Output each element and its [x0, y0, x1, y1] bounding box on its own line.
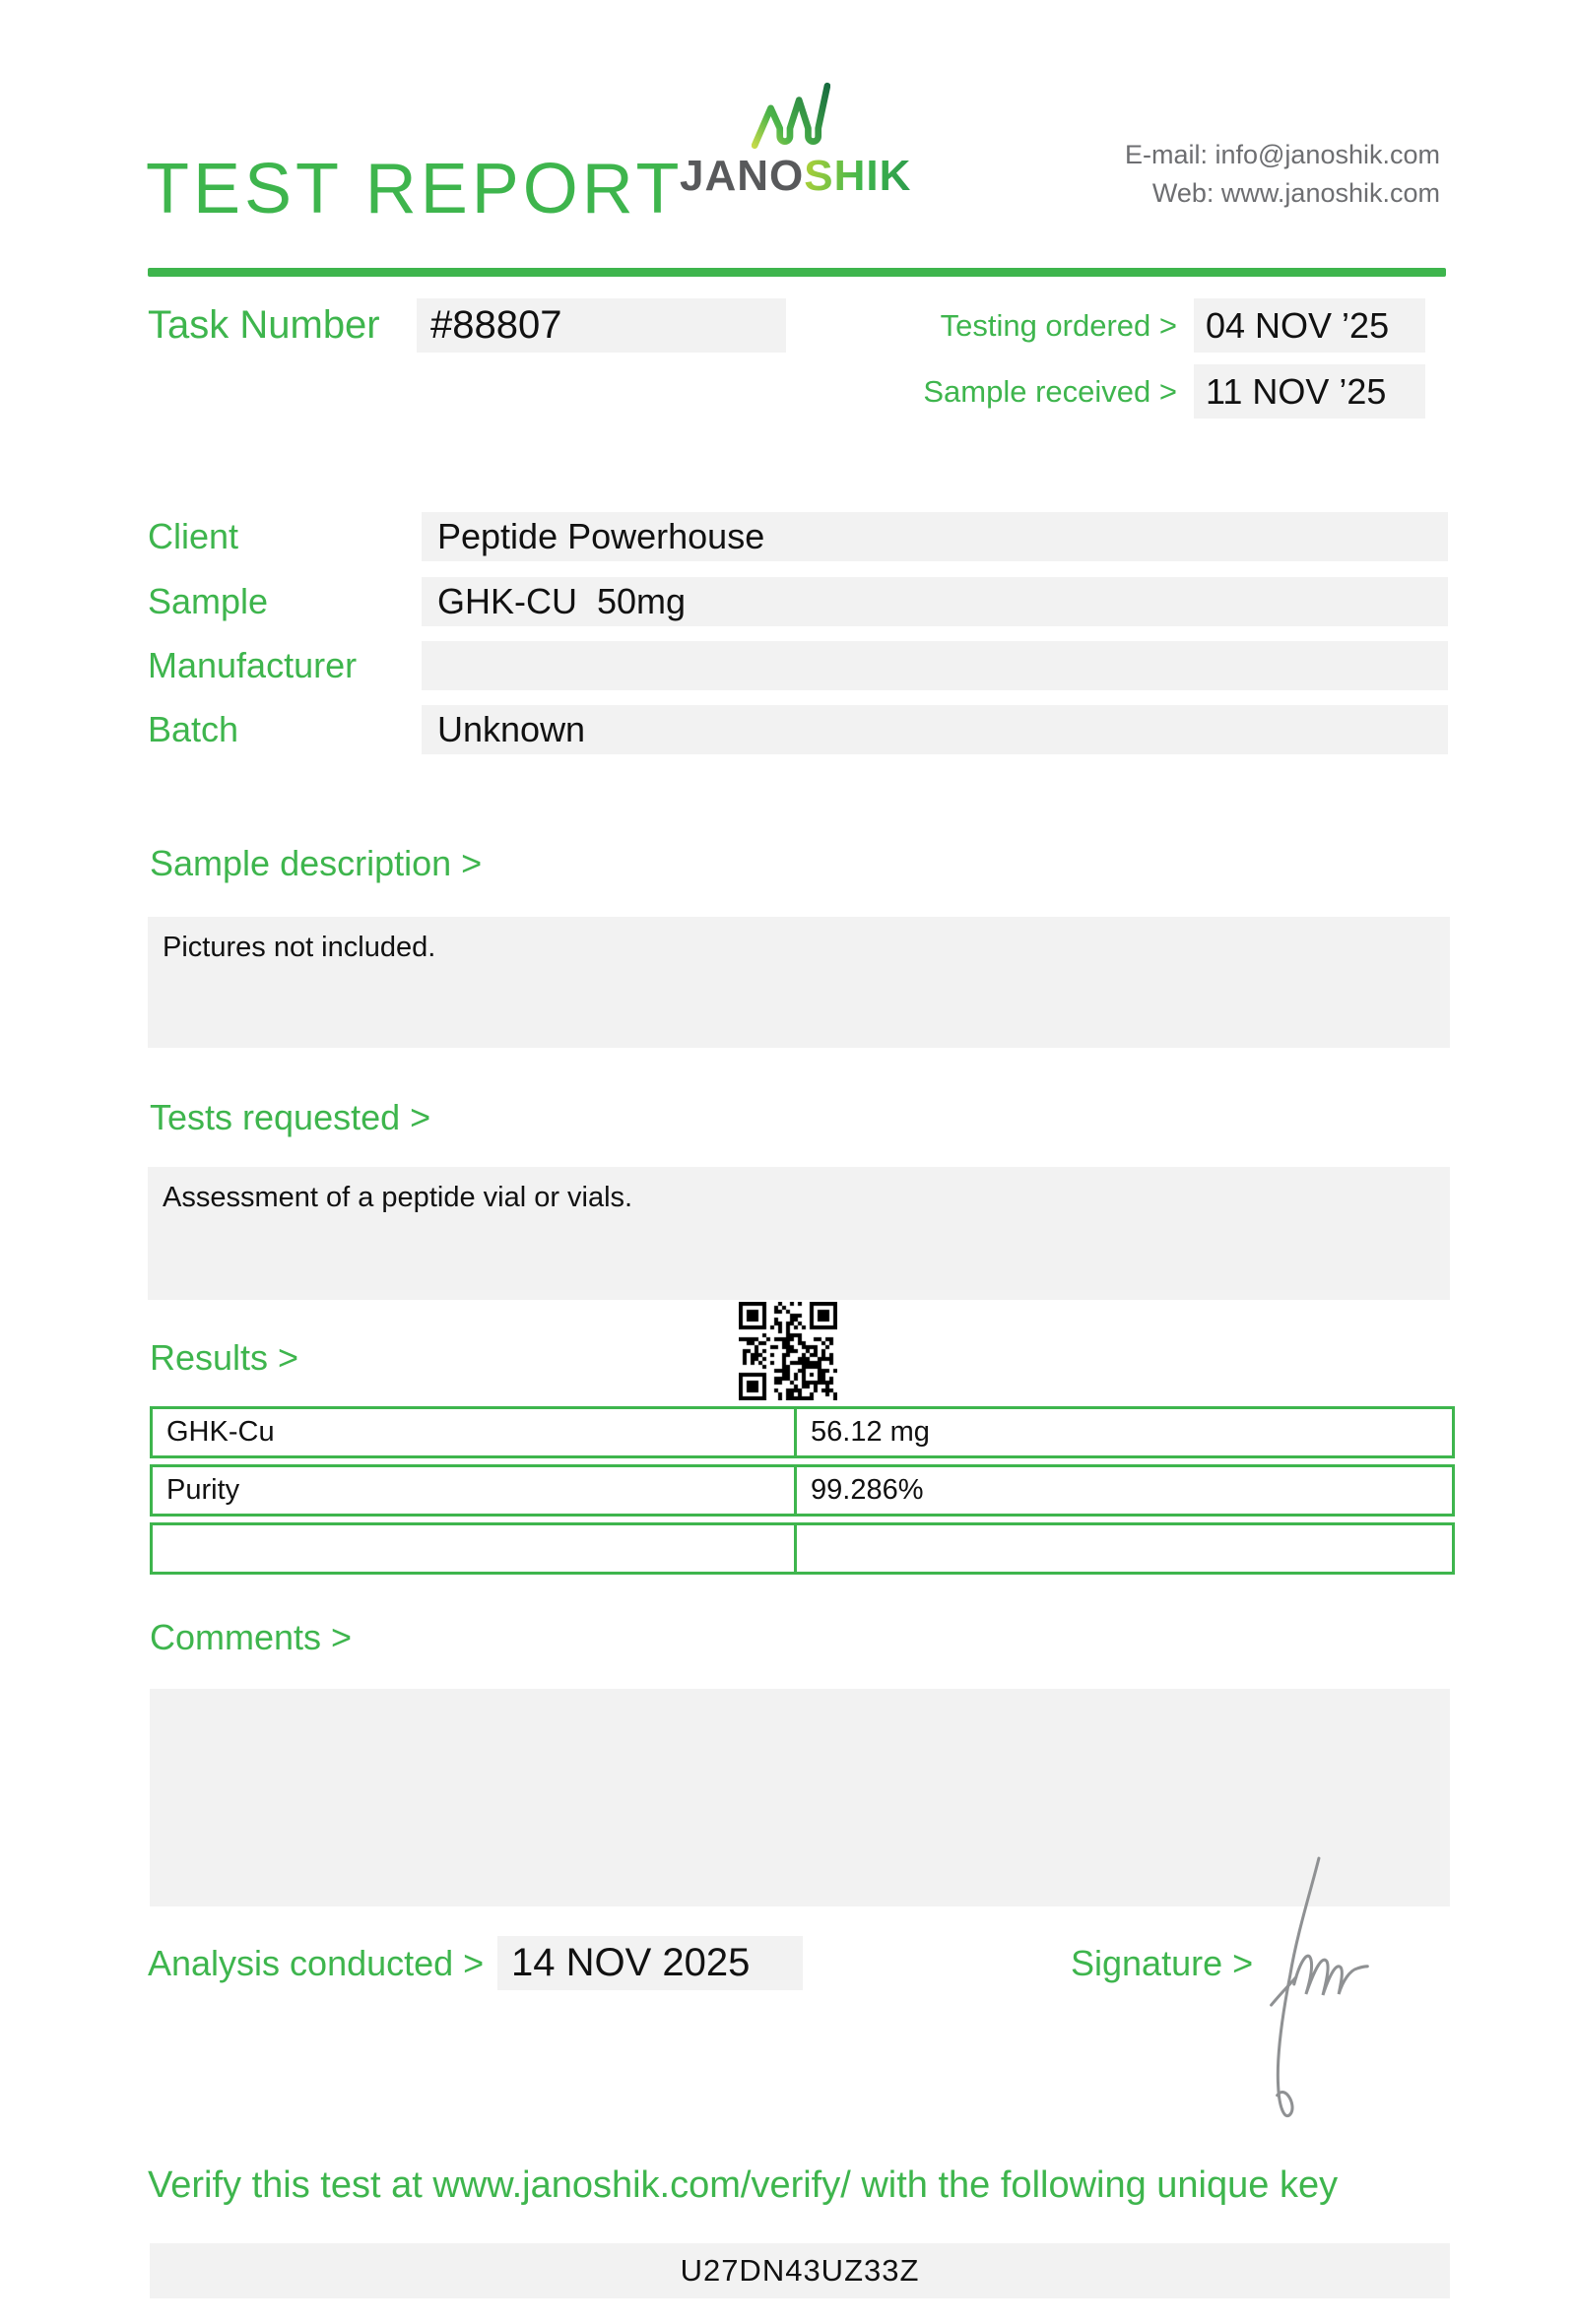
result-analyte-cell: GHK-Cu: [150, 1406, 797, 1458]
results-table: [150, 1406, 1455, 1581]
table-row: [150, 1464, 1455, 1517]
sample-label: Sample: [148, 581, 269, 621]
testing-ordered-label: Testing ordered >: [940, 308, 1177, 343]
logo-text-gray: JANO: [680, 152, 805, 200]
result-analyte-cell: [150, 1522, 797, 1575]
results-heading: Results >: [150, 1337, 299, 1378]
header-divider: [148, 268, 1446, 277]
analysis-conducted-label: Analysis conducted >: [148, 1943, 485, 1983]
table-row: [150, 1406, 1455, 1458]
verify-instruction: Verify this test at www.janoshik.com/verify/ with the following unique key: [148, 2164, 1339, 2206]
signature-label: Signature >: [1071, 1943, 1254, 1983]
sample-description-box: Pictures not included.: [148, 917, 1450, 1048]
sample-value: GHK-CU 50mg: [422, 577, 1448, 626]
qr-code-canvas: [739, 1302, 837, 1400]
logo-text-green: SHIK: [804, 152, 912, 200]
task-number-label: Task Number: [148, 303, 380, 347]
batch-value: Unknown: [422, 705, 1448, 754]
client-value: Peptide Powerhouse: [422, 512, 1448, 561]
janoshik-logo: [680, 81, 912, 200]
tests-requested-heading: Tests requested >: [150, 1097, 431, 1137]
batch-label: Batch: [148, 709, 239, 749]
signature-icon: [1269, 1854, 1379, 2132]
testing-ordered-date: 04 NOV ’25: [1194, 298, 1425, 353]
page-title: TEST REPORT: [146, 150, 684, 228]
manufacturer-label: Manufacturer: [148, 645, 358, 685]
sample-received-label: Sample received >: [923, 374, 1177, 409]
contact-web: Web: www.janoshik.com: [1151, 178, 1440, 208]
signature-scribble: [1269, 1854, 1379, 2132]
analysis-conducted-date: 14 NOV 2025: [497, 1936, 803, 1990]
result-value-cell: 99.286%: [797, 1464, 1455, 1517]
table-row: [150, 1522, 1455, 1575]
contact-info: [1125, 136, 1440, 213]
client-label: Client: [148, 516, 239, 556]
tests-requested-box: Assessment of a peptide vial or vials.: [148, 1167, 1450, 1300]
contact-email: E-mail: info@janoshik.com: [1124, 140, 1440, 169]
result-value-cell: 56.12 mg: [797, 1406, 1455, 1458]
logo-wordmark: [680, 152, 912, 200]
qr-code: [739, 1302, 839, 1402]
manufacturer-value: [422, 641, 1448, 690]
result-analyte-cell: Purity: [150, 1464, 797, 1517]
unique-key-value: U27DN43UZ33Z: [150, 2243, 1450, 2298]
sample-description-heading: Sample description >: [150, 843, 483, 883]
result-value-cell: [797, 1522, 1455, 1575]
comments-heading: Comments >: [150, 1617, 353, 1657]
sample-received-date: 11 NOV ’25: [1194, 364, 1425, 419]
task-number-value: #88807: [417, 298, 786, 353]
comments-box: [150, 1689, 1450, 1906]
trend-chart-icon: [752, 81, 830, 152]
